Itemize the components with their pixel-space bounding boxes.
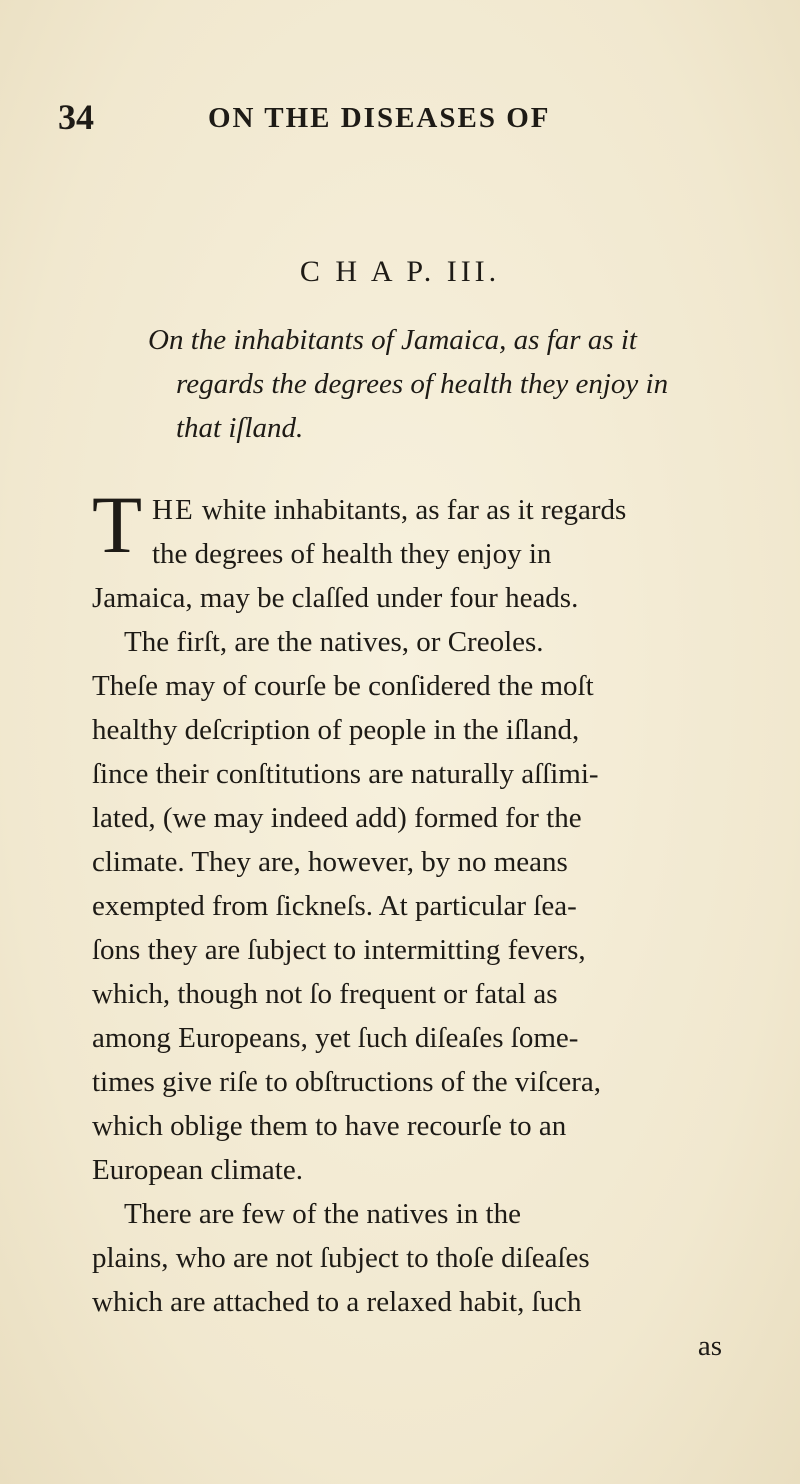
text-line: which, though not ſo frequent or fatal as (92, 978, 558, 1010)
body-text (92, 488, 772, 1368)
text-line-rest: white inhabitants, as far as it regards (194, 494, 627, 526)
text-line: the degrees of health they enjoy in (152, 538, 552, 570)
text-line: ſince their conſtitutions are naturally aſſimi- (92, 758, 599, 790)
text-line: European climate. (92, 1154, 303, 1186)
running-title: ON THE DISEASES OF (208, 102, 551, 134)
running-head (58, 96, 738, 136)
small-caps-word: HE (152, 494, 195, 526)
text-line: Theſe may of courſe be conſidered the moſt (92, 670, 594, 702)
subtitle-line: On the inhabitants of Jamaica, as far as it (148, 324, 637, 356)
text-line: lated, (we may indeed add) formed for the (92, 802, 582, 834)
text-line: Jamaica, may be claſſed under four heads. (92, 582, 579, 614)
drop-cap: T (92, 479, 143, 570)
chapter-heading: C H A P. III. (299, 255, 501, 288)
text-line: The firſt, are the natives, or Creoles. (124, 626, 544, 658)
text-line: exempted from ſickneſs. At particular ſea- (92, 890, 577, 922)
text-line: plains, who are not ſubject to thoſe diſeaſes (92, 1242, 590, 1274)
catchword: as (697, 1330, 722, 1362)
text-line: climate. They are, however, by no means (92, 846, 568, 878)
text-line: healthy deſcription of people in the iſland, (92, 714, 580, 746)
text-line: among Europeans, yet ſuch diſeaſes ſome- (92, 1022, 579, 1054)
text-line: which oblige them to have recourſe to an (92, 1110, 567, 1142)
subtitle-line: regards the degrees of health they enjoy in (176, 368, 669, 400)
text-line-first (92, 488, 772, 532)
chapter-subtitle (148, 318, 768, 450)
page-number: 34 (58, 97, 94, 137)
text-line: times give riſe to obſtructions of the viſcera, (92, 1066, 601, 1098)
subtitle-line: that iſland. (176, 412, 304, 444)
text-line: ſons they are ſubject to intermitting fevers, (92, 934, 586, 966)
text-line: There are few of the natives in the (124, 1198, 521, 1230)
text-line: which are attached to a relaxed habit, ſuch (92, 1286, 582, 1318)
